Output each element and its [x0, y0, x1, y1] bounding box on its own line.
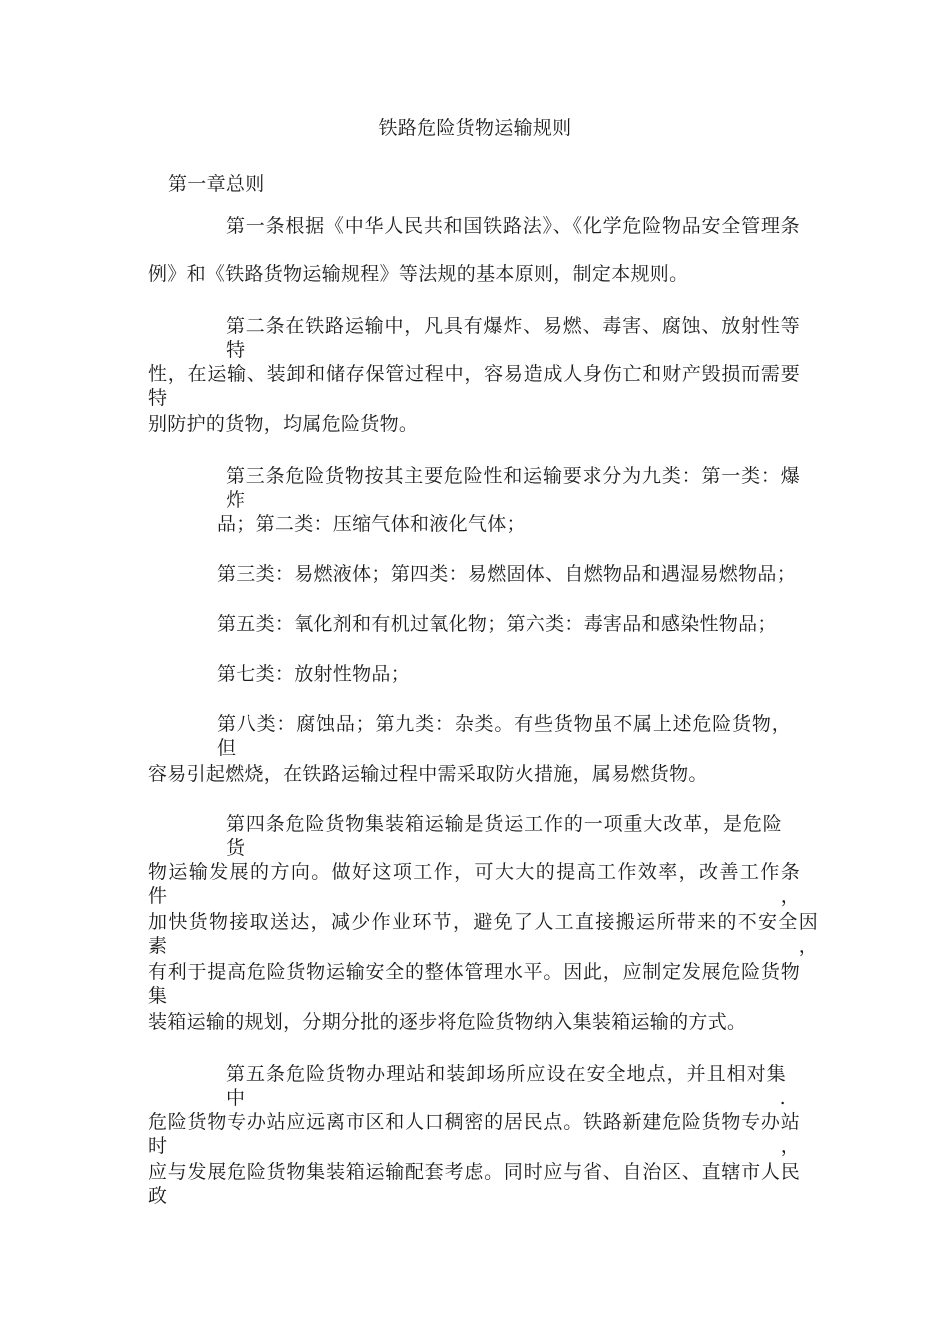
- paragraph-line: 第四条危险货物集装箱运输是货运工作的一项重大改革，是危险货: [226, 813, 782, 859]
- paragraph-line: 第三类：易燃液体；第四类：易燃固体、自燃物品和遇湿易燃物品；: [217, 563, 797, 585]
- paragraph-line: 第八类：腐蚀品；第九类：杂类。有些货物虽不属上述危险货物，但: [217, 713, 791, 759]
- paragraph-line: 危险货物专办站应远离市区和人口稠密的居民点。铁路新建危险货物专办站时，: [148, 1111, 800, 1157]
- paragraph-line: 装箱运输的规划，分期分批的逐步将危险货物纳入集装箱运输的方式。: [148, 1011, 747, 1033]
- paragraph-line: 例》和《铁路货物运输规程》等法规的基本原则，制定本规则。: [148, 263, 689, 285]
- paragraph-line: 有利于提高危险货物运输安全的整体管理水平。因此，应制定发展危险货物集: [148, 961, 800, 1007]
- paragraph-line: 品；第二类：压缩气体和液化气体；: [217, 513, 526, 535]
- paragraph-line: 第一条根据《中华人民共和国铁路法》、《化学危险物品安全管理条: [226, 215, 800, 237]
- paragraph-line: 应与发展危险货物集装箱运输配套考虑。同时应与省、自治区、直辖市人民政: [148, 1161, 800, 1207]
- paragraph-line: 容易引起燃烧，在铁路运输过程中需采取防火措施，属易燃货物。: [148, 763, 708, 785]
- chapter-heading: 第一章总则: [168, 173, 265, 195]
- paragraph-line: 第五条危险货物办理站和装卸场所应设在安全地点，并且相对集中.: [226, 1063, 786, 1109]
- paragraph-line: 第七类：放射性物品；: [217, 663, 411, 685]
- paragraph-line: 加快货物接取送达，减少作业环节，避免了人工直接搬运所带来的不安全因素，: [148, 911, 818, 957]
- paragraph-line: 第二条在铁路运输中，凡具有爆炸、易燃、毒害、腐蚀、放射性等特: [226, 315, 800, 361]
- document-title: 铁路危险货物运输规则: [378, 117, 572, 139]
- paragraph-line: 物运输发展的方向。做好这项工作，可大大的提高工作效率，改善工作条件，: [148, 861, 800, 907]
- paragraph-line: 别防护的货物，均属危险货物。: [148, 413, 419, 435]
- paragraph-line: 性，在运输、装卸和储存保管过程中，容易造成人身伤亡和财产毁损而需要特: [148, 363, 800, 409]
- paragraph-line: 第三条危险货物按其主要危险性和运输要求分为九类：第一类：爆炸: [226, 465, 800, 511]
- paragraph-line: 第五类：氧化剂和有机过氧化物；第六类：毒害品和感染性物品；: [217, 613, 777, 635]
